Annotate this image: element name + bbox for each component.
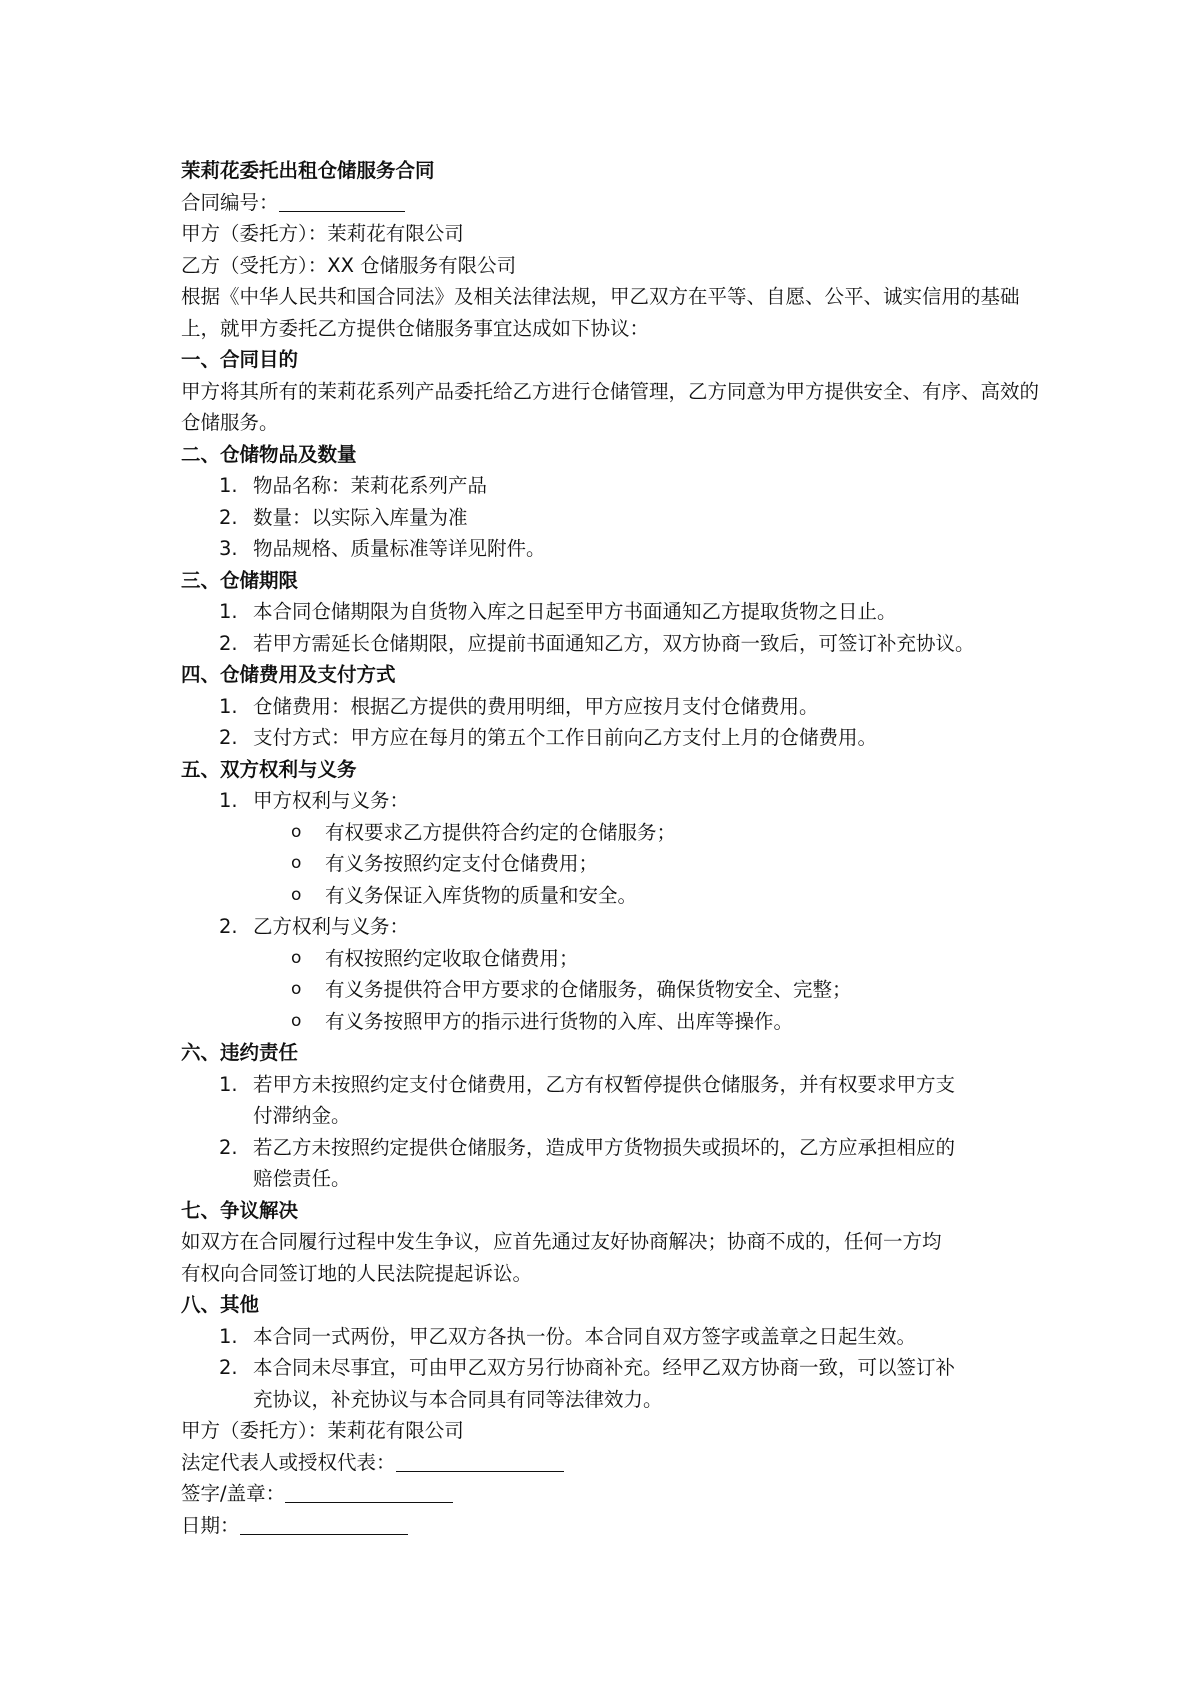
- list-text: 仓储费用：根据乙方提供的费用明细，甲方应按月支付仓储费用。: [253, 694, 819, 718]
- list-text: 有权要求乙方提供符合约定的仓储服务；: [325, 820, 677, 844]
- list-item: [181, 911, 1041, 943]
- section-2-heading: 二、仓储物品及数量: [181, 442, 357, 466]
- section-8-list: [181, 1321, 1041, 1416]
- list-text-continued: 充协议，补充协议与本合同具有同等法律效力。: [253, 1387, 663, 1411]
- list-item: [181, 722, 1041, 754]
- list-item: [181, 1069, 1041, 1132]
- signature-representative-line: [181, 1447, 1041, 1479]
- contract-number-line: [181, 187, 1041, 219]
- representative-blank: [396, 1449, 564, 1472]
- seal-blank: [285, 1480, 453, 1503]
- list-number: 1.: [219, 600, 238, 623]
- list-item: [181, 1321, 1041, 1353]
- section-3-heading: 三、仓储期限: [181, 568, 299, 592]
- section-7-heading: 七、争议解决: [181, 1198, 299, 1222]
- list-item: [181, 628, 1041, 660]
- list-number: 2.: [219, 915, 238, 938]
- list-number: 1.: [219, 694, 238, 718]
- list-number: 2.: [219, 631, 238, 655]
- list-text: 本合同一式两份，甲乙双方各执一份。本合同自双方签字或盖章之日起生效。: [253, 1324, 917, 1348]
- bullet-icon: o: [291, 979, 302, 999]
- section-1-body: 甲方将其所有的茉莉花系列产品委托给乙方进行仓储管理，乙方同意为甲方提供安全、有序、高效的仓储服务。: [181, 379, 1040, 434]
- list-number: 1.: [219, 1324, 238, 1348]
- section-4-heading: 四、仓储费用及支付方式: [181, 663, 396, 686]
- list-text-continued: 付滞纳金。: [253, 1104, 351, 1127]
- list-text-continued: 赔偿责任。: [253, 1167, 351, 1190]
- list-text: 有义务按照约定支付仓储费用；: [325, 852, 599, 875]
- list-number: 2.: [219, 1356, 238, 1379]
- list-number: 1.: [219, 474, 238, 497]
- list-text: 数量：以实际入库量为准: [253, 505, 468, 529]
- list-number: 3.: [219, 537, 238, 560]
- sub-list-item: [181, 974, 1041, 1006]
- contract-number-label: 合同编号：: [181, 190, 279, 214]
- list-text: 乙方权利与义务：: [253, 915, 410, 938]
- list-text: 有权按照约定收取仓储费用；: [325, 946, 579, 970]
- list-text: 有义务按照甲方的指示进行货物的入库、出库等操作。: [325, 1009, 794, 1033]
- list-text: 甲方权利与义务：: [253, 789, 410, 812]
- document-title: 茉莉花委托出租仓储服务合同: [181, 159, 435, 182]
- list-number: 2.: [219, 505, 238, 529]
- list-number: 1.: [219, 789, 238, 812]
- preamble: 根据《中华人民共和国合同法》及相关法律法规，甲乙双方在平等、自愿、公平、诚实信用的基础上，就甲方委托乙方提供仓储服务事宜达成如下协议：: [181, 285, 1020, 340]
- section-6-list: [181, 1069, 1041, 1195]
- list-item: [181, 1132, 1041, 1195]
- bullet-icon: o: [291, 884, 302, 905]
- section-7-body: 如双方在合同履行过程中发生争议，应首先通过友好协商解决；协商不成的，任何一方均: [181, 1230, 942, 1253]
- list-text: 若甲方未按照约定支付仓储费用，乙方有权暂停提供仓储服务，并有权要求甲方支: [253, 1072, 956, 1096]
- signature-date-line: [181, 1510, 1041, 1542]
- sub-list-item: [181, 848, 1041, 880]
- list-item: [181, 470, 1041, 502]
- contract-number-blank: [279, 189, 405, 212]
- list-text: 本合同未尽事宜，可由甲乙双方另行协商补充。经甲乙双方协商一致，可以签订补: [253, 1356, 956, 1379]
- list-item: [181, 785, 1041, 817]
- list-text: 有义务提供符合甲方要求的仓储服务，确保货物安全、完整；: [325, 978, 852, 1001]
- representative-label: 法定代表人或授权代表：: [181, 1450, 396, 1474]
- date-blank: [240, 1512, 408, 1535]
- bullet-icon: o: [291, 821, 302, 842]
- section-4-list: [181, 691, 1041, 754]
- section-7-body-continued: 有权向合同签订地的人民法院提起诉讼。: [181, 1261, 533, 1285]
- list-item: [181, 533, 1041, 565]
- list-text: 若甲方需延长仓储期限，应提前书面通知乙方，双方协商一致后，可签订补充协议。: [253, 631, 975, 655]
- list-number: 1.: [219, 1072, 238, 1096]
- list-item: [181, 596, 1041, 628]
- section-5-heading: 五、双方权利与义务: [181, 757, 357, 781]
- party-a: 甲方（委托方）：茉莉花有限公司: [181, 222, 464, 245]
- section-3-list: [181, 596, 1041, 659]
- list-text: 有义务保证入库货物的质量和安全。: [325, 883, 638, 907]
- section-8-heading: 八、其他: [181, 1293, 260, 1316]
- sub-list-item: [181, 817, 1041, 849]
- party-b: 乙方（受托方）：XX 仓储服务有限公司: [181, 253, 517, 277]
- bullet-icon: o: [291, 947, 302, 968]
- contract-document: [181, 155, 1041, 1541]
- list-number: 2.: [219, 726, 238, 749]
- section-1-heading: 一、合同目的: [181, 348, 299, 371]
- sub-list-item: [181, 880, 1041, 912]
- section-6-heading: 六、违约责任: [181, 1041, 299, 1064]
- list-item: [181, 1352, 1041, 1415]
- list-text: 若乙方未按照约定提供仓储服务，造成甲方货物损失或损坏的，乙方应承担相应的: [253, 1135, 956, 1159]
- list-text: 支付方式：甲方应在每月的第五个工作日前向乙方支付上月的仓储费用。: [253, 726, 878, 749]
- bullet-icon: o: [291, 853, 302, 873]
- section-5-list: [181, 785, 1041, 1037]
- list-text: 物品名称：茉莉花系列产品: [253, 474, 488, 497]
- list-item: [181, 691, 1041, 723]
- list-text: 本合同仓储期限为自货物入库之日起至甲方书面通知乙方提取货物之日止。: [253, 600, 897, 623]
- list-item: [181, 502, 1041, 534]
- list-text: 物品规格、质量标准等详见附件。: [253, 537, 546, 560]
- date-label: 日期：: [181, 1513, 240, 1537]
- seal-label: 签字/盖章：: [181, 1482, 286, 1505]
- bullet-icon: o: [291, 1010, 302, 1031]
- signature-seal-line: [181, 1478, 1041, 1510]
- list-number: 2.: [219, 1135, 238, 1159]
- sub-list-item: [181, 1006, 1041, 1038]
- section-2-list: [181, 470, 1041, 565]
- signature-party: 甲方（委托方）：茉莉花有限公司: [181, 1419, 464, 1442]
- sub-list-item: [181, 943, 1041, 975]
